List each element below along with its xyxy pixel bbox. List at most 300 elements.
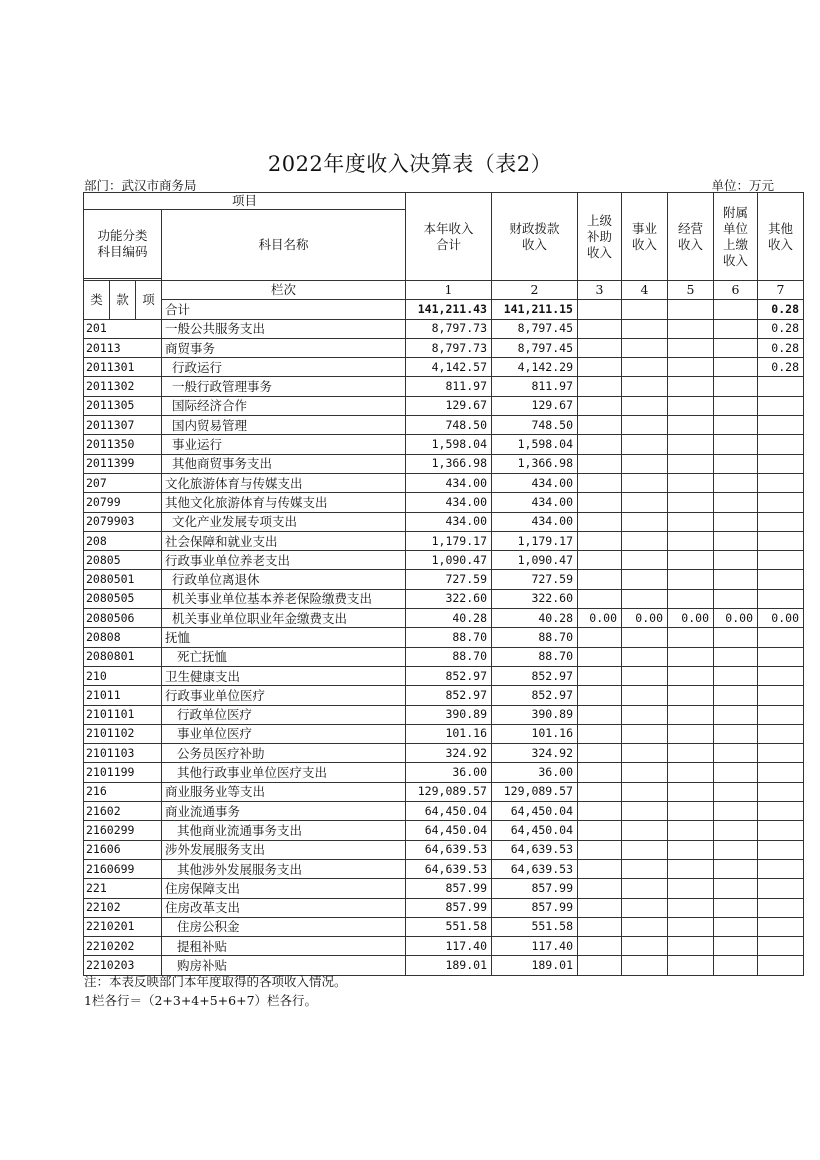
row-affiliated: [714, 859, 758, 878]
row-business: [622, 570, 668, 589]
total-superior: [578, 300, 622, 319]
table-row: [84, 666, 804, 685]
row-superior: [578, 647, 622, 666]
table-row: [84, 763, 804, 782]
row-business: [622, 917, 668, 936]
row-affiliated: [714, 840, 758, 859]
row-subject-name: 其他文化旅游体育与传媒支出: [162, 493, 406, 512]
row-operating: [668, 859, 714, 878]
row-fiscal: 322.60: [492, 589, 578, 608]
row-superior: [578, 589, 622, 608]
table-row: [84, 531, 804, 550]
row-business: [622, 473, 668, 492]
row-total: 390.89: [406, 705, 492, 724]
row-superior: [578, 879, 622, 898]
row-business: [622, 531, 668, 550]
row-affiliated: [714, 493, 758, 512]
row-total: 101.16: [406, 724, 492, 743]
table-row: [84, 859, 804, 878]
row-total: 88.70: [406, 647, 492, 666]
row-subject-name: 住房公积金: [162, 917, 406, 936]
row-affiliated: [714, 570, 758, 589]
row-operating: [668, 782, 714, 801]
row-subject-name: 行政运行: [162, 358, 406, 377]
row-total: 434.00: [406, 493, 492, 512]
row-operating: [668, 531, 714, 550]
row-other: [758, 512, 804, 531]
table-row: [84, 686, 804, 705]
row-operating: [668, 937, 714, 956]
row-total: 551.58: [406, 917, 492, 936]
row-business: [622, 454, 668, 473]
row-fiscal: 64,639.53: [492, 859, 578, 878]
row-business: [622, 686, 668, 705]
row-total: 1,090.47: [406, 551, 492, 570]
table-row: [84, 647, 804, 666]
row-other: [758, 666, 804, 685]
table-row: [84, 917, 804, 936]
row-superior: [578, 435, 622, 454]
row-operating: [668, 358, 714, 377]
row-total: 117.40: [406, 937, 492, 956]
row-business: [622, 358, 668, 377]
row-affiliated: [714, 338, 758, 357]
row-total: 1,179.17: [406, 531, 492, 550]
row-affiliated: [714, 917, 758, 936]
row-business: [622, 319, 668, 338]
note-line: 注：本表反映部门本年度取得的各项收入情况。: [84, 974, 347, 989]
row-other: [758, 416, 804, 435]
row-other: [758, 802, 804, 821]
unit-label: 单位：万元: [711, 178, 774, 193]
row-operating: [668, 338, 714, 357]
row-code: 216: [84, 782, 162, 801]
row-affiliated: [714, 686, 758, 705]
row-operating: [668, 493, 714, 512]
header-lanci: 栏次: [162, 281, 406, 300]
row-code: 2011305: [84, 396, 162, 415]
row-affiliated: [714, 551, 758, 570]
row-total: 8,797.73: [406, 338, 492, 357]
row-code: 210: [84, 666, 162, 685]
row-subject-name: 文化产业发展专项支出: [162, 512, 406, 531]
row-other: [758, 898, 804, 917]
row-subject-name: 卫生健康支出: [162, 666, 406, 685]
header-other: 其他 收入: [758, 193, 804, 281]
row-fiscal: 434.00: [492, 512, 578, 531]
row-operating: [668, 377, 714, 396]
row-superior: [578, 454, 622, 473]
row-fiscal: 40.28: [492, 609, 578, 628]
table-row: [84, 396, 804, 415]
table-row: [84, 840, 804, 859]
row-business: [622, 512, 668, 531]
row-business: [622, 493, 668, 512]
row-subject-name: 公务员医疗补助: [162, 744, 406, 763]
row-affiliated: [714, 647, 758, 666]
row-subject-name: 国际经济合作: [162, 396, 406, 415]
row-subject-name: 涉外发展服务支出: [162, 840, 406, 859]
row-superior: [578, 686, 622, 705]
row-business: [622, 666, 668, 685]
row-fiscal: 129,089.57: [492, 782, 578, 801]
row-code: 2101101: [84, 705, 162, 724]
row-total: 40.28: [406, 609, 492, 628]
row-superior: [578, 531, 622, 550]
row-operating: [668, 319, 714, 338]
row-superior: [578, 473, 622, 492]
row-superior: [578, 917, 622, 936]
row-fiscal: 64,450.04: [492, 802, 578, 821]
row-superior: [578, 802, 622, 821]
row-subject-name: 一般公共服务支出: [162, 319, 406, 338]
row-superior: [578, 744, 622, 763]
table-row: [84, 898, 804, 917]
row-total: 727.59: [406, 570, 492, 589]
row-code: 2080506: [84, 609, 162, 628]
header-business: 事业 收入: [622, 193, 668, 281]
row-business: [622, 396, 668, 415]
row-fiscal: 852.97: [492, 666, 578, 685]
table-row: [84, 551, 804, 570]
row-affiliated: [714, 744, 758, 763]
row-other: [758, 859, 804, 878]
row-subject-name: 抚恤: [162, 628, 406, 647]
row-operating: 0.00: [668, 609, 714, 628]
row-other: [758, 628, 804, 647]
row-total: 64,450.04: [406, 821, 492, 840]
row-total: 88.70: [406, 628, 492, 647]
row-operating: [668, 686, 714, 705]
row-total: 322.60: [406, 589, 492, 608]
table-row: [84, 570, 804, 589]
table-row: [84, 609, 804, 628]
row-business: [622, 551, 668, 570]
row-subject-name: 其他涉外发展服务支出: [162, 859, 406, 878]
row-affiliated: [714, 628, 758, 647]
row-operating: [668, 551, 714, 570]
row-subject-name: 机关事业单位基本养老保险缴费支出: [162, 589, 406, 608]
col-number-2: 2: [492, 281, 578, 300]
row-business: [622, 821, 668, 840]
row-superior: [578, 782, 622, 801]
header-superior: 上级 补助 收入: [578, 193, 622, 281]
row-business: [622, 628, 668, 647]
row-affiliated: [714, 473, 758, 492]
row-other: [758, 531, 804, 550]
row-other: [758, 647, 804, 666]
row-total: 857.99: [406, 898, 492, 917]
row-operating: [668, 512, 714, 531]
row-other: [758, 473, 804, 492]
total-other: 0.28: [758, 300, 804, 319]
table-row: [84, 705, 804, 724]
row-code: 2101102: [84, 724, 162, 743]
row-other: [758, 454, 804, 473]
total-label: 合计: [162, 300, 406, 319]
row-subject-name: 社会保障和就业支出: [162, 531, 406, 550]
row-total: 324.92: [406, 744, 492, 763]
row-code: 2011302: [84, 377, 162, 396]
row-fiscal: 324.92: [492, 744, 578, 763]
row-subject-name: 其他商业流通事务支出: [162, 821, 406, 840]
row-total: 129,089.57: [406, 782, 492, 801]
row-affiliated: [714, 377, 758, 396]
row-code: 21011: [84, 686, 162, 705]
row-fiscal: 8,797.45: [492, 338, 578, 357]
row-code: 2080505: [84, 589, 162, 608]
total-total: 141,211.43: [406, 300, 492, 319]
row-superior: [578, 859, 622, 878]
row-total: 852.97: [406, 666, 492, 685]
row-superior: [578, 377, 622, 396]
row-fiscal: 1,179.17: [492, 531, 578, 550]
row-superior: [578, 358, 622, 377]
row-superior: [578, 551, 622, 570]
row-total: 748.50: [406, 416, 492, 435]
row-operating: [668, 454, 714, 473]
table-row: [84, 802, 804, 821]
row-total: 8,797.73: [406, 319, 492, 338]
row-total: 434.00: [406, 512, 492, 531]
row-fiscal: 189.01: [492, 956, 578, 975]
row-business: [622, 589, 668, 608]
row-superior: [578, 319, 622, 338]
row-subject-name: 行政事业单位养老支出: [162, 551, 406, 570]
row-subject-name: 住房保障支出: [162, 879, 406, 898]
row-total: 852.97: [406, 686, 492, 705]
row-affiliated: [714, 454, 758, 473]
row-superior: [578, 512, 622, 531]
header-kuan: 款: [110, 281, 136, 320]
row-affiliated: [714, 531, 758, 550]
row-code: 201: [84, 319, 162, 338]
header-fiscal: 财政拨款 收入: [492, 193, 578, 281]
row-code: 2160699: [84, 859, 162, 878]
row-total: 811.97: [406, 377, 492, 396]
row-business: [622, 744, 668, 763]
row-fiscal: 1,366.98: [492, 454, 578, 473]
col-number-5: 5: [668, 281, 714, 300]
table-row: [84, 416, 804, 435]
row-fiscal: 551.58: [492, 917, 578, 936]
row-fiscal: 852.97: [492, 686, 578, 705]
table-row: [84, 493, 804, 512]
row-affiliated: [714, 898, 758, 917]
row-subject-name: 死亡抚恤: [162, 647, 406, 666]
notes: [84, 972, 804, 1010]
row-business: [622, 724, 668, 743]
row-code: 21606: [84, 840, 162, 859]
row-total: 189.01: [406, 956, 492, 975]
row-superior: [578, 666, 622, 685]
row-code: 2210203: [84, 956, 162, 975]
row-operating: [668, 666, 714, 685]
total-operating: [668, 300, 714, 319]
row-superior: [578, 628, 622, 647]
row-subject-name: 提租补贴: [162, 937, 406, 956]
col-number-3: 3: [578, 281, 622, 300]
header-operating: 经营 收入: [668, 193, 714, 281]
row-total: 1,366.98: [406, 454, 492, 473]
header-row-lanci: [84, 281, 804, 300]
row-code: 22102: [84, 898, 162, 917]
row-superior: [578, 493, 622, 512]
table-row: [84, 937, 804, 956]
row-other: [758, 396, 804, 415]
row-superior: 0.00: [578, 609, 622, 628]
table-row: [84, 435, 804, 454]
row-total: 64,639.53: [406, 859, 492, 878]
row-code: 2210202: [84, 937, 162, 956]
total-fiscal: 141,211.15: [492, 300, 578, 319]
row-affiliated: [714, 416, 758, 435]
row-operating: [668, 763, 714, 782]
row-code: 20799: [84, 493, 162, 512]
row-other: [758, 570, 804, 589]
row-affiliated: [714, 782, 758, 801]
row-operating: [668, 744, 714, 763]
row-affiliated: [714, 319, 758, 338]
row-affiliated: [714, 358, 758, 377]
table-row: [84, 879, 804, 898]
row-superior: [578, 763, 622, 782]
table-row: [84, 724, 804, 743]
row-subject-name: 行政单位医疗: [162, 705, 406, 724]
row-total: 36.00: [406, 763, 492, 782]
table-row: [84, 377, 804, 396]
header-lei: 类: [84, 281, 110, 320]
row-total: 1,598.04: [406, 435, 492, 454]
row-subject-name: 住房改革支出: [162, 898, 406, 917]
row-business: [622, 705, 668, 724]
header-func-code: 功能分类 科目编码: [84, 210, 162, 279]
row-affiliated: [714, 763, 758, 782]
meta-line: [84, 176, 804, 192]
row-business: [622, 879, 668, 898]
table-row: [84, 454, 804, 473]
row-code: 2080501: [84, 570, 162, 589]
row-operating: [668, 473, 714, 492]
row-affiliated: [714, 937, 758, 956]
row-code: 2011301: [84, 358, 162, 377]
row-total: 434.00: [406, 473, 492, 492]
col-number-4: 4: [622, 281, 668, 300]
row-other: [758, 763, 804, 782]
row-other: 0.00: [758, 609, 804, 628]
header-project: 项目: [84, 193, 406, 210]
row-fiscal: 434.00: [492, 473, 578, 492]
row-business: [622, 338, 668, 357]
row-operating: [668, 802, 714, 821]
row-fiscal: 64,639.53: [492, 840, 578, 859]
row-subject-name: 文化旅游体育与传媒支出: [162, 473, 406, 492]
row-subject-name: 商业流通事务: [162, 802, 406, 821]
row-fiscal: 727.59: [492, 570, 578, 589]
row-operating: [668, 724, 714, 743]
row-code: 2011350: [84, 435, 162, 454]
row-subject-name: 商贸事务: [162, 338, 406, 357]
page-title: 2022年度收入决算表（表2）: [267, 152, 553, 176]
table-row: [84, 744, 804, 763]
row-code: 2011399: [84, 454, 162, 473]
row-other: [758, 937, 804, 956]
row-operating: [668, 628, 714, 647]
header-total: 本年收入 合计: [406, 193, 492, 281]
row-fiscal: 88.70: [492, 647, 578, 666]
row-business: [622, 840, 668, 859]
header-affiliated: 附属 单位 上缴 收入: [714, 193, 758, 281]
row-other: 0.28: [758, 319, 804, 338]
header-row-project: [84, 193, 804, 210]
table-body: [84, 319, 804, 975]
row-fiscal: 88.70: [492, 628, 578, 647]
row-business: [622, 647, 668, 666]
table-row: [84, 589, 804, 608]
row-affiliated: [714, 666, 758, 685]
row-subject-name: 其他行政事业单位医疗支出: [162, 763, 406, 782]
col-number-7: 7: [758, 281, 804, 300]
row-code: 2080801: [84, 647, 162, 666]
row-other: [758, 744, 804, 763]
row-total: 64,639.53: [406, 840, 492, 859]
row-affiliated: [714, 705, 758, 724]
row-subject-name: 事业运行: [162, 435, 406, 454]
row-business: [622, 377, 668, 396]
row-affiliated: [714, 802, 758, 821]
row-operating: [668, 589, 714, 608]
row-fiscal: 4,142.29: [492, 358, 578, 377]
row-other: [758, 705, 804, 724]
row-operating: [668, 898, 714, 917]
row-subject-name: 一般行政管理事务: [162, 377, 406, 396]
row-superior: [578, 570, 622, 589]
row-affiliated: [714, 512, 758, 531]
row-superior: [578, 898, 622, 917]
row-fiscal: 8,797.45: [492, 319, 578, 338]
table-row: [84, 319, 804, 338]
row-other: 0.28: [758, 358, 804, 377]
row-total: 129.67: [406, 396, 492, 415]
row-code: 2079903: [84, 512, 162, 531]
row-code: 2101199: [84, 763, 162, 782]
row-operating: [668, 416, 714, 435]
row-superior: [578, 416, 622, 435]
row-total: 64,450.04: [406, 802, 492, 821]
row-business: [622, 898, 668, 917]
row-other: [758, 377, 804, 396]
row-affiliated: [714, 724, 758, 743]
row-operating: [668, 570, 714, 589]
table-row: [84, 473, 804, 492]
row-subject-name: 行政单位离退休: [162, 570, 406, 589]
row-superior: [578, 396, 622, 415]
row-total: 4,142.57: [406, 358, 492, 377]
row-fiscal: 1,598.04: [492, 435, 578, 454]
row-superior: [578, 705, 622, 724]
row-code: 2011307: [84, 416, 162, 435]
row-other: [758, 821, 804, 840]
row-superior: [578, 338, 622, 357]
row-other: [758, 589, 804, 608]
row-other: [758, 917, 804, 936]
row-fiscal: 36.00: [492, 763, 578, 782]
row-code: 2160299: [84, 821, 162, 840]
total-affiliated: [714, 300, 758, 319]
row-fiscal: 857.99: [492, 879, 578, 898]
row-business: [622, 937, 668, 956]
row-operating: [668, 917, 714, 936]
